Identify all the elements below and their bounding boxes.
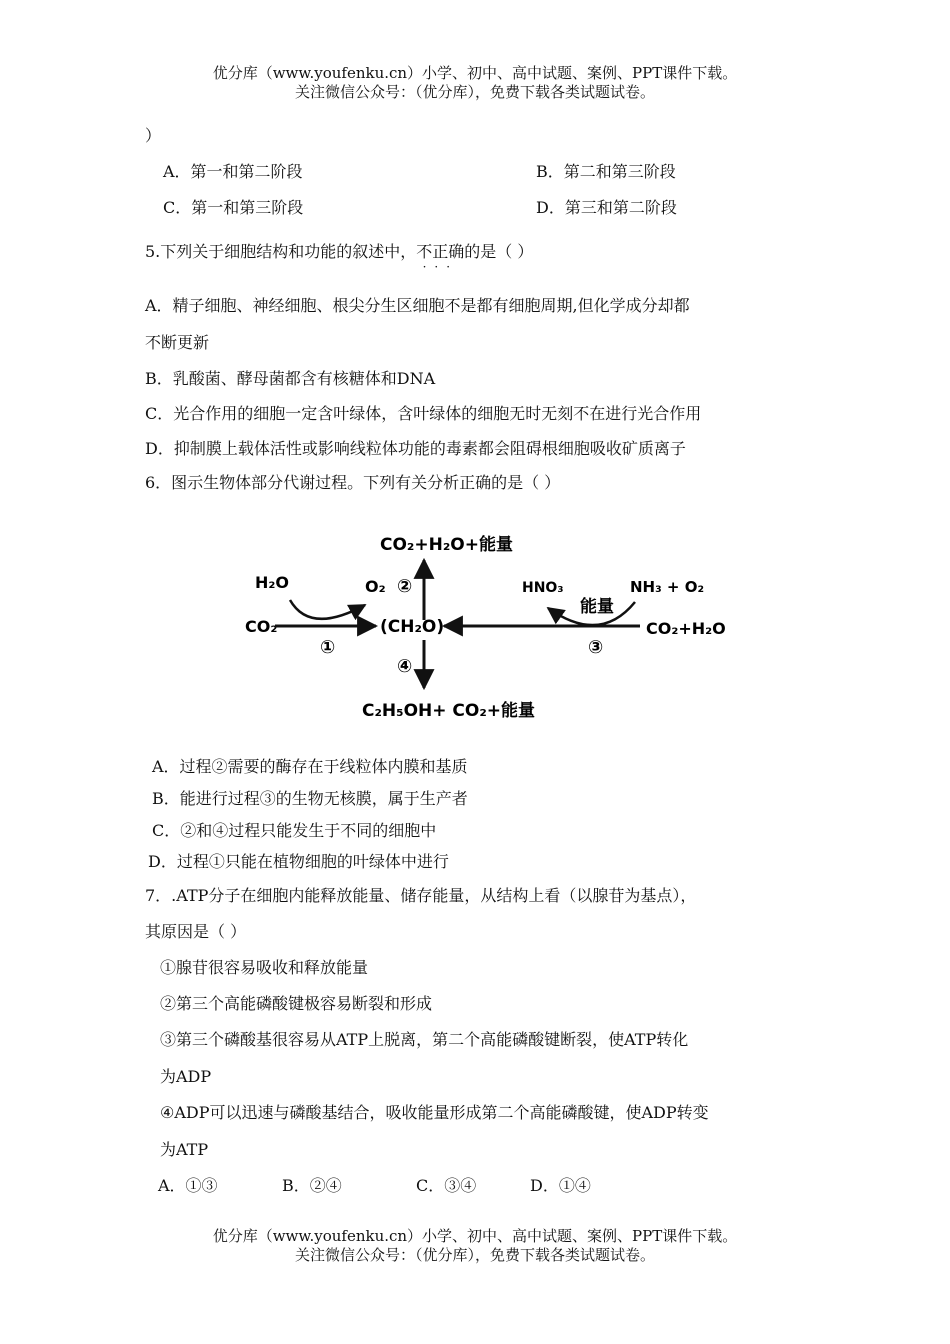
q4-option-d: D．第三和第二阶段 [536, 198, 677, 217]
q5-option-a-line2: 不断更新 [145, 333, 210, 352]
co2-h2o-right-label: CO₂+H₂O [646, 619, 726, 638]
q5-option-d: D．抑制膜上载体活性或影响线粒体功能的毒素都会阻碍根细胞吸收矿质离子 [145, 439, 686, 458]
q6-stem: 6．图示生物体部分代谢过程。下列有关分析正确的是（ ） [145, 473, 561, 492]
step1-label: ① [320, 637, 336, 658]
page-footer [0, 1227, 950, 1265]
q5-stem-emphasis [416, 242, 465, 274]
q7-stem-line2: 其原因是（ ） [145, 922, 247, 941]
q7-option-c: C．③④ [416, 1176, 477, 1195]
q4-option-a: A．第一和第二阶段 [163, 162, 303, 181]
q5-option-b: B．乳酸菌、酵母菌都含有核糖体和DNA [145, 369, 436, 388]
bottom-product-label: C₂H₅OH+ CO₂+能量 [362, 701, 536, 721]
co2-left-label: CO₂ [245, 617, 278, 636]
q6-option-d: D．过程①只能在植物细胞的叶绿体中进行 [148, 852, 449, 871]
q7-option-d: D．①④ [530, 1176, 591, 1195]
q5-stem [145, 242, 534, 274]
q7-item-4-line2: 为ATP [160, 1140, 209, 1159]
step2-label: ② [397, 576, 413, 597]
center-label: (CH₂O) [380, 617, 445, 637]
curve-step1 [290, 600, 365, 619]
top-product-label: CO₂+H₂O+能量 [380, 535, 513, 555]
q5-stem-pre: 5.下列关于细胞结构和功能的叙述中， [145, 242, 417, 261]
q7-stem-line1: 7．.ATP分子在细胞内能释放能量、储存能量，从结构上看（以腺苷为基点）， [145, 886, 697, 905]
emphasis-dots: ··· [422, 260, 459, 274]
q7-option-b: B．②④ [282, 1176, 342, 1195]
footer-line-2: 关注微信公众号：（优分库），免费下载各类试题试卷。 [294, 1246, 655, 1264]
q7-item-1: ①腺苷很容易吸收和释放能量 [160, 958, 369, 977]
step4-label: ④ [397, 656, 413, 677]
q7-item-2: ②第三个高能磷酸键极容易断裂和形成 [160, 994, 433, 1013]
q7-item-3-line2: 为ADP [160, 1067, 212, 1086]
h2o-label: H₂O [255, 573, 289, 592]
q7-item-3-line1: ③第三个磷酸基很容易从ATP上脱离，第二个高能磷酸键断裂，使ATP转化 [160, 1030, 689, 1049]
o2-label: O₂ [365, 577, 386, 596]
q5-stem-post: 的是（ ） [464, 242, 534, 261]
q4-closing-paren: ） [145, 126, 162, 145]
q5-emphasis-text: 不正确 [416, 242, 465, 261]
header-line-2: 关注微信公众号：（优分库），免费下载各类试题试卷。 [294, 83, 655, 101]
page-header [0, 64, 950, 102]
energy-label: 能量 [580, 597, 614, 617]
q4-option-b: B．第二和第三阶段 [536, 162, 676, 181]
step3-label: ③ [588, 637, 604, 658]
q5-option-a-line1: A．精子细胞、神经细胞、根尖分生区细胞不是都有细胞周期,但化学成分却都 [145, 296, 690, 315]
header-line-1: 优分库（www.youfenku.cn）小学、初中、高中试题、案例、PPT课件下载。 [212, 64, 738, 82]
q5-option-c: C．光合作用的细胞一定含叶绿体，含叶绿体的细胞无时无刻不在进行光合作用 [145, 404, 702, 423]
q4-option-c: C．第一和第三阶段 [163, 198, 304, 217]
nh3-o2-label: NH₃ + O₂ [630, 578, 705, 596]
q7-item-4-line1: ④ADP可以迅速与磷酸基结合，吸收能量形成第二个高能磷酸键，使ADP转变 [160, 1103, 709, 1122]
metabolism-diagram [0, 520, 950, 740]
q6-option-c: C．②和④过程只能发生于不同的细胞中 [152, 821, 437, 840]
q7-option-a: A．①③ [158, 1176, 218, 1195]
footer-line-1: 优分库（www.youfenku.cn）小学、初中、高中试题、案例、PPT课件下载。 [212, 1227, 738, 1245]
q6-option-b: B．能进行过程③的生物无核膜，属于生产者 [152, 789, 468, 808]
q6-option-a: A．过程②需要的酶存在于线粒体内膜和基质 [152, 757, 468, 776]
hno3-label: HNO₃ [522, 580, 564, 596]
